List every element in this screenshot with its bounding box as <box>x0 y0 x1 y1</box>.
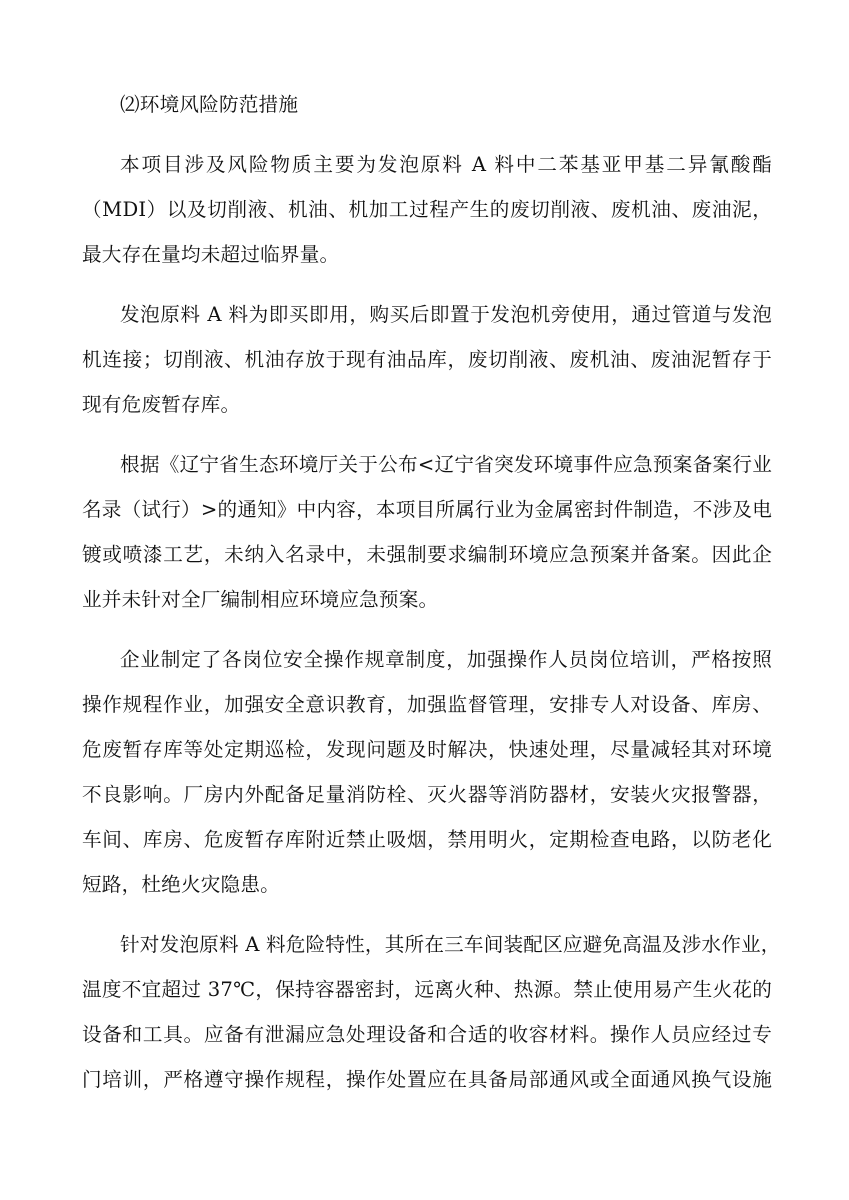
paragraph-3-line-4: 业并未针对全厂编制相应环境应急预案。 <box>82 588 439 611</box>
paragraph-4-line-4: 不良影响。厂房内外配备足量消防栓、灭火器等消防器材，安装火灾报警器， <box>82 783 772 806</box>
section-heading: ⑵环境风险防范措施 <box>120 93 299 116</box>
paragraph-1-line-2: （MDI）以及切削液、机油、机加工过程产生的废切削液、废机油、废油泥， <box>82 198 772 221</box>
paragraph-3-line-3: 镀或喷漆工艺，未纳入名录中，未强制要求编制环境应急预案并备案。因此企 <box>82 543 772 566</box>
paragraph-4-line-1: 企业制定了各岗位安全操作规章制度，加强操作人员岗位培训，严格按照 <box>120 648 772 671</box>
paragraph-1-line-3: 最大存在量均未超过临界量。 <box>82 243 340 266</box>
paragraph-5-line-2: 温度不宜超过 37℃，保持容器密封，远离火种、热源。禁止使用易产生火花的 <box>82 978 772 1001</box>
paragraph-5-line-3: 设备和工具。应备有泄漏应急处理设备和合适的收容材料。操作人员应经过专 <box>82 1023 772 1046</box>
paragraph-5-line-4: 门培训，严格遵守操作规程，操作处置应在具备局部通风或全面通风换气设施 <box>82 1068 772 1091</box>
paragraph-3-line-2: 名录（试行）>的通知》中内容，本项目所属行业为金属密封件制造，不涉及电 <box>82 498 772 521</box>
paragraph-4-line-2: 操作规程作业，加强安全意识教育，加强监督管理，安排专人对设备、库房、 <box>82 693 772 716</box>
paragraph-4-line-6: 短路，杜绝火灾隐患。 <box>82 873 280 896</box>
paragraph-2-line-1: 发泡原料 A 料为即买即用，购买后即置于发泡机旁使用，通过管道与发泡 <box>120 303 772 326</box>
paragraph-2-line-3: 现有危废暂存库。 <box>82 393 241 416</box>
paragraph-4-line-3: 危废暂存库等处定期巡检，发现问题及时解决，快速处理，尽量减轻其对环境 <box>82 738 772 761</box>
paragraph-3-line-1: 根据《辽宁省生态环境厅关于公布<辽宁省突发环境事件应急预案备案行业 <box>120 453 772 476</box>
paragraph-5-line-1: 针对发泡原料 A 料危险特性，其所在三车间装配区应避免高温及涉水作业， <box>120 933 781 956</box>
paragraph-4-line-5: 车间、库房、危废暂存库附近禁止吸烟，禁用明火，定期检查电路，以防老化 <box>82 828 772 851</box>
paragraph-2-line-2: 机连接；切削液、机油存放于现有油品库，废切削液、废机油、废油泥暂存于 <box>82 348 772 371</box>
paragraph-1-line-1: 本项目涉及风险物质主要为发泡原料 A 料中二苯基亚甲基二异氰酸酯 <box>120 153 772 176</box>
